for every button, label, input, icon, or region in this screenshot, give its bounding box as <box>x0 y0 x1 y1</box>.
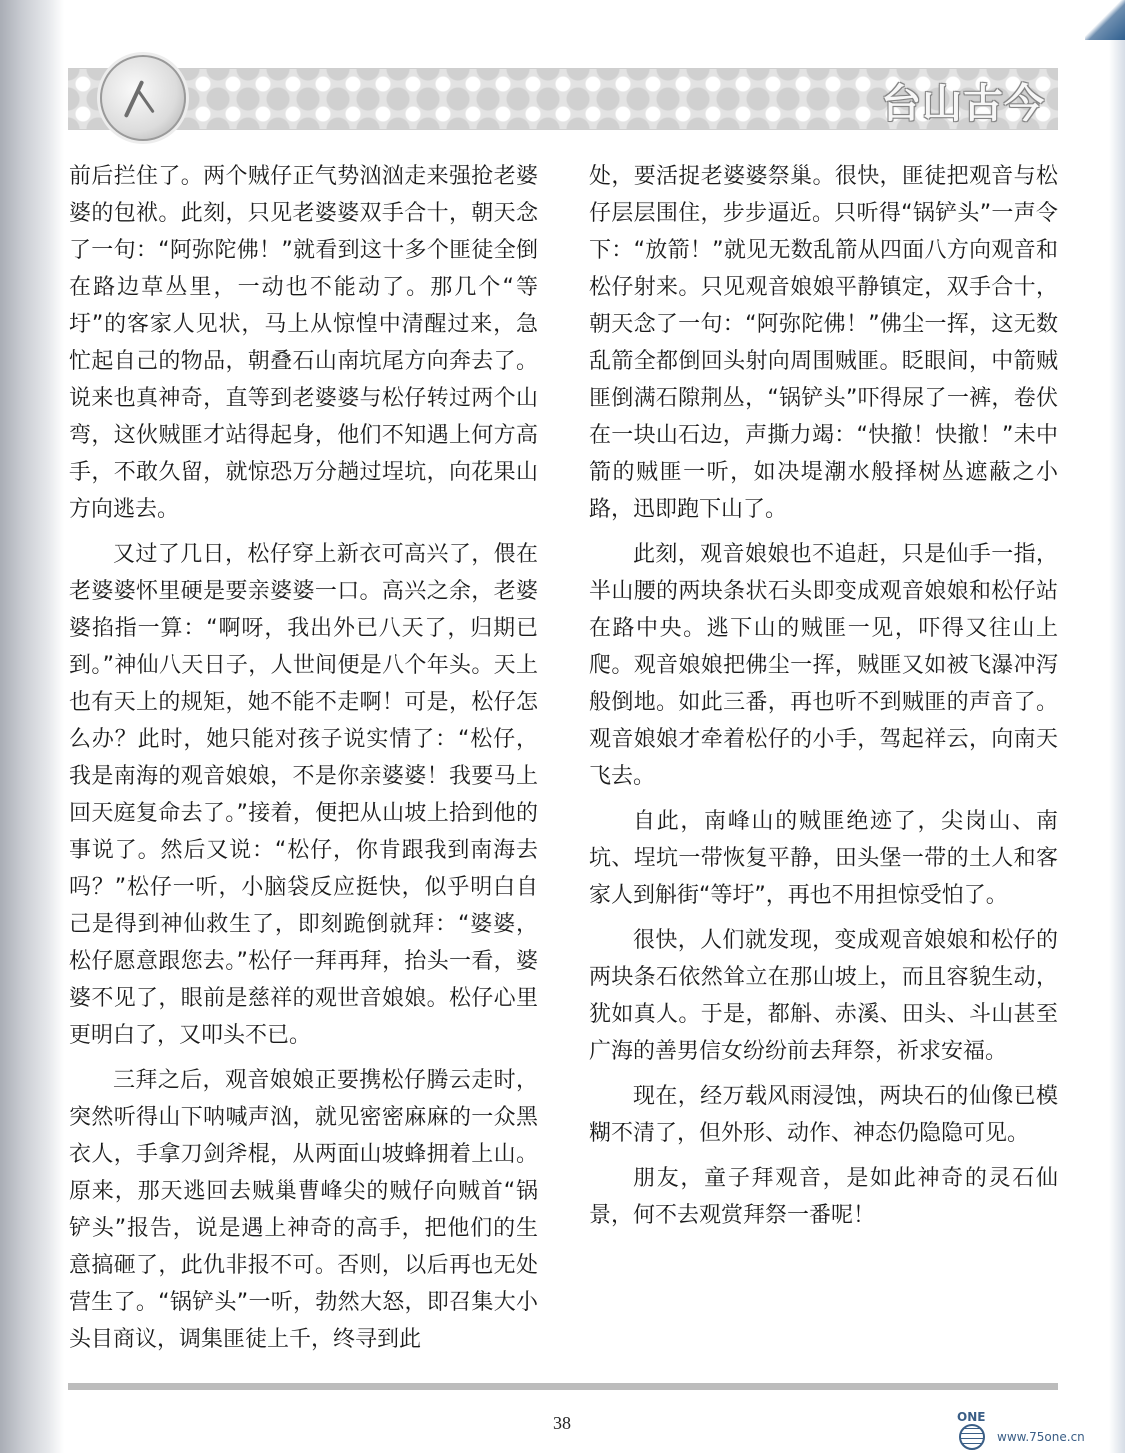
watermark-url: www.75one.cn <box>997 1430 1085 1444</box>
left-text-column <box>69 158 538 1366</box>
footer-rule <box>68 1383 1058 1390</box>
page-number: 38 <box>553 1413 571 1433</box>
header-medallion-icon <box>100 55 186 141</box>
page-right-edge <box>1109 0 1125 1453</box>
paragraph: 处，要活捉老婆婆祭巢。很快，匪徒把观音与松仔层层围住，步步逼近。只听得“锅铲头”一声令下：“放箭！”就见无数乱箭从四面八方向观音和松仔射来。只见观音娘娘平静镇定，双手合十，朝天念了一句：“阿弥陀佛！”佛尘一挥，这无数乱箭全都倒回头射向周围贼匪。眨眼间，中箭贼匪倒满石隙荆丛，“锅铲头”吓得尿了一裤，卷伏在一块山石边，声撕力竭：“快撤！快撤！”未中箭的贼匪一听，如决堤潮水般择树丛遮蔽之小路，迅即跑下山了。 <box>589 164 1058 522</box>
watermark-logo: ONE <box>957 1410 986 1424</box>
paragraph: 很快，人们就发现，变成观音娘娘和松仔的两块条石依然耸立在那山坡上，而且容貌生动，犹如真人。于是，都斛、赤溪、田头、斗山甚至广海的善男信女纷纷前去拜祭，祈求安福。 <box>589 928 1058 1064</box>
paragraph: 现在，经万载风雨浸蚀，两块石的仙像已模糊不清了，但外形、动作、神态仍隐隐可见。 <box>589 1084 1058 1146</box>
section-title: 台山古今 <box>881 81 1045 127</box>
paragraph: 此刻，观音娘娘也不追赶，只是仙手一指，半山腰的两块条状石头即变成观音娘娘和松仔站在路中央。逃下山的贼匪一见，吓得又往山上爬。观音娘娘把佛尘一挥，贼匪又如被飞瀑冲泻般倒地。如此三番，再也听不到贼匪的声音了。观音娘娘才牵着松仔的小手，驾起祥云，向南天飞去。 <box>589 542 1058 789</box>
page-corner-fold <box>1085 0 1125 40</box>
paragraph: 三拜之后，观音娘娘正要携松仔腾云走时，突然听得山下呐喊声汹，就见密密麻麻的一众黑衣人，手拿刀剑斧棍，从两面山坡蜂拥着上山。原来，那天逃回去贼巢曹峰尖的贼仔向贼首“锅铲头”报告，说是遇上神奇的高手，把他们的生意搞砸了，此仇非报不可。否则，以后再也无处营生了。“锅铲头”一听，勃然大怒，即召集大小头目商议，调集匪徒上千，终寻到此 <box>69 1068 538 1352</box>
paragraph: 自此，南峰山的贼匪绝迹了，尖岗山、南坑、埕坑一带恢复平静，田头堡一带的土人和客家人到斛街“等圩”，再也不用担惊受怕了。 <box>589 809 1058 908</box>
binding-spine-shadow <box>0 0 64 1453</box>
globe-icon <box>959 1424 985 1450</box>
paragraph: 朋友，童子拜观音，是如此神奇的灵石仙景，何不去观赏拜祭一番呢！ <box>589 1166 1058 1228</box>
paragraph: 又过了几日，松仔穿上新衣可高兴了，偎在老婆婆怀里硬是要亲婆婆一口。高兴之余，老婆婆掐指一算：“啊呀，我出外已八天了，归期已到。”神仙八天日子，人世间便是八个年头。天上也有天上的规矩，她不能不走啊！可是，松仔怎么办？此时，她只能对孩子说实情了：“松仔，我是南海的观音娘娘，不是你亲婆婆！我要马上回天庭复命去了。”接着，便把从山坡上拾到他的事说了。然后又说：“松仔，你肯跟我到南海去吗？”松仔一听，小脑袋反应挺快，似乎明白自己是得到神仙救生了，即刻跪倒就拜：“婆婆，松仔愿意跟您去。”松仔一拜再拜，抬头一看，婆婆不见了，眼前是慈祥的观世音娘娘。松仔心里更明白了，又叩头不已。 <box>69 542 538 1048</box>
right-text-column <box>589 158 1058 1242</box>
paragraph: 前后拦住了。两个贼仔正气势汹汹走来强抢老婆婆的包袱。此刻，只见老婆婆双手合十，朝天念了一句：“阿弥陀佛！”就看到这十多个匪徒全倒在路边草丛里，一动也不能动了。那几个“等圩”的客家人见状，马上从惊惶中清醒过来，急忙起自己的物品，朝叠石山南坑尾方向奔去了。说来也真神奇，直等到老婆婆与松仔转过两个山弯，这伙贼匪才站得起身，他们不知遇上何方高手，不敢久留，就惊恐万分趟过埕坑，向花果山方向逃去。 <box>69 164 538 522</box>
site-watermark <box>957 1410 1107 1446</box>
